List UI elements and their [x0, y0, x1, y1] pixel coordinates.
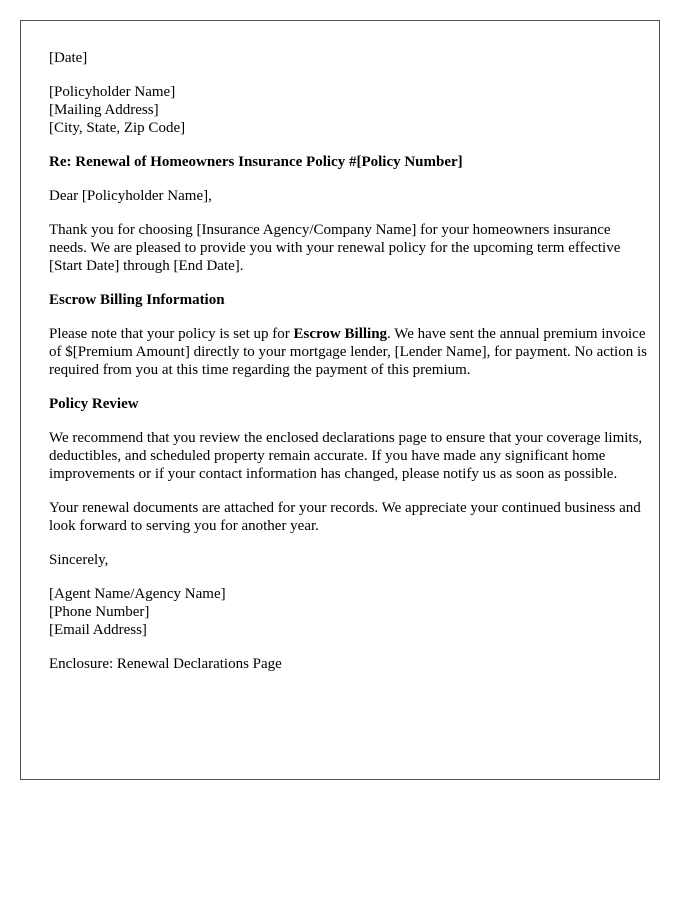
enclosure-line: Enclosure: Renewal Declarations Page	[49, 656, 282, 672]
escrow-emphasis: Escrow Billing	[293, 326, 388, 342]
recipient-address: [Mailing Address]	[49, 102, 159, 118]
recipient-city-state-zip: [City, State, Zip Code]	[49, 120, 186, 136]
signature-agent: [Agent Name/Agency Name]	[49, 586, 226, 602]
signoff: Sincerely,	[49, 552, 109, 568]
letter-body	[49, 49, 649, 689]
escrow-heading: Escrow Billing Information	[49, 292, 225, 308]
signature-email: [Email Address]	[49, 622, 147, 638]
escrow-paragraph	[49, 325, 649, 379]
letter-page	[20, 20, 660, 780]
review-paragraph: We recommend that you review the enclosed declarations page to ensure that your coverage limits, deductibles, and scheduled property remain accurate. If you have made any significant home improvements or if your contact information has changed, please notify us as soon as possible.	[49, 430, 643, 482]
recipient-block	[49, 83, 649, 137]
review-heading: Policy Review	[49, 396, 139, 412]
salutation: Dear [Policyholder Name],	[49, 188, 212, 204]
letter-date: [Date]	[49, 50, 88, 66]
intro-paragraph: Thank you for choosing [Insurance Agency/Company Name] for your homeowners insurance needs. We are pleased to provide you with your renewal policy for the upcoming term effective [Start Date] through [End Date].	[49, 222, 621, 274]
signature-block	[49, 585, 649, 639]
escrow-text-before: Please note that your policy is set up for	[49, 326, 294, 342]
signature-phone: [Phone Number]	[49, 604, 150, 620]
subject-line: Re: Renewal of Homeowners Insurance Policy #[Policy Number]	[49, 154, 463, 170]
closing-paragraph: Your renewal documents are attached for your records. We appreciate your continued business and look forward to serving you for another year.	[49, 500, 641, 534]
escrow-text-after: . We have sent the annual premium invoice of $[Premium Amount] directly to your mortgage lender, [Lender Name], for payment. No action is required from you at this time regarding the payment of this premium.	[49, 326, 647, 378]
recipient-name: [Policyholder Name]	[49, 84, 176, 100]
